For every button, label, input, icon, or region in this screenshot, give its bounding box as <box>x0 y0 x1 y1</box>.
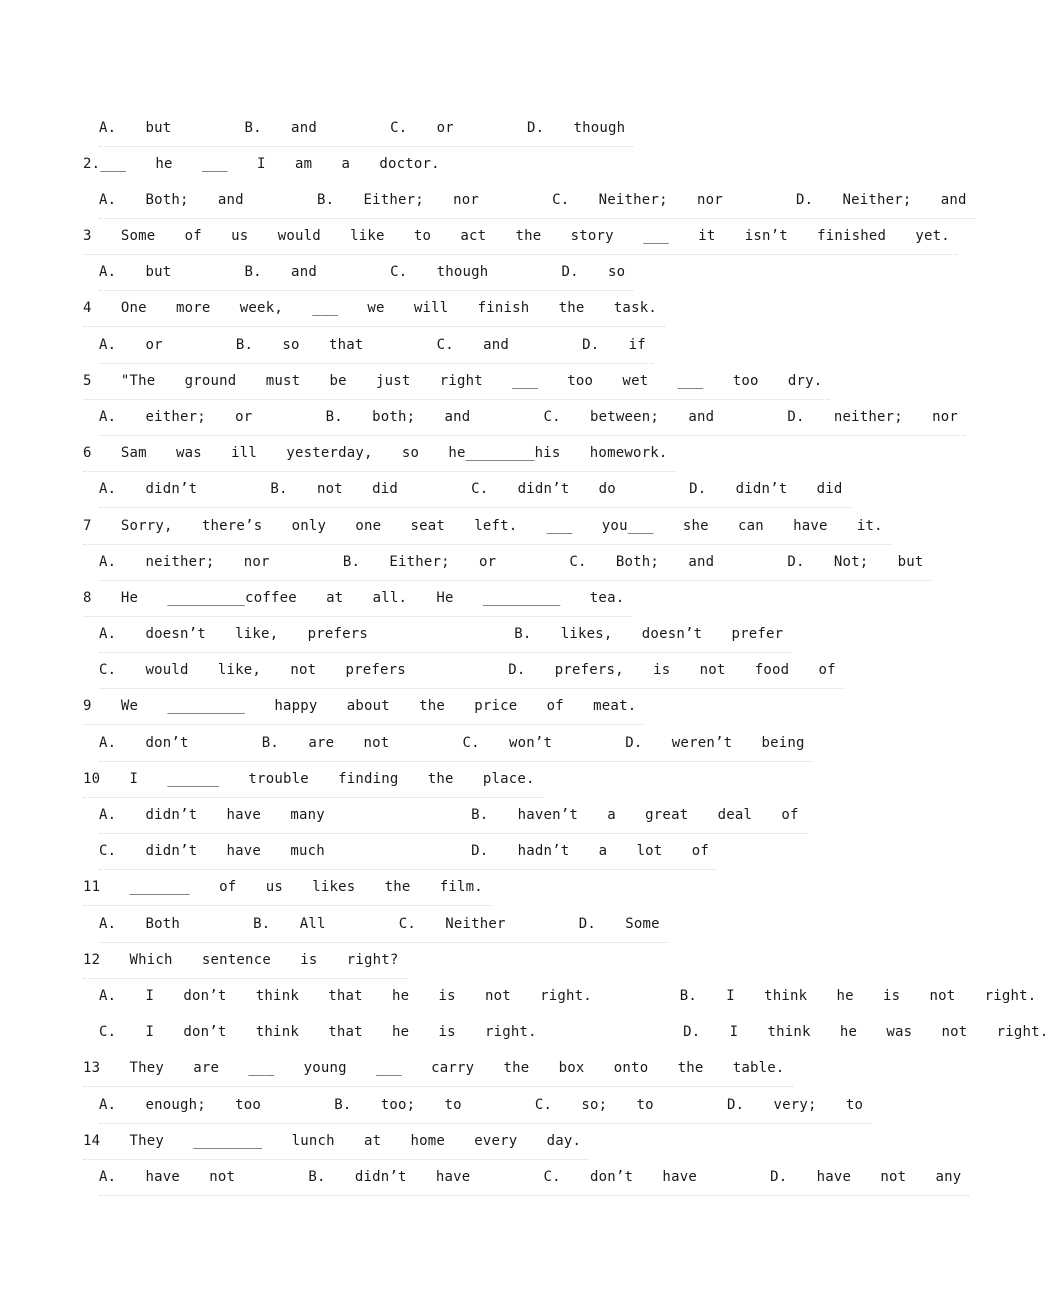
options-line: A. but B. and C. or D. though <box>99 110 633 147</box>
options-line: A. or B. so that C. and D. if <box>99 327 654 364</box>
options-line: A. enough; too B. too; to C. so; to D. very; to <box>99 1087 871 1124</box>
question-line: 11 _______ of us likes the film. <box>83 869 491 906</box>
question-line: 6 Sam was ill yesterday, so he________his homework. <box>83 435 675 472</box>
options-line: A. neither; nor B. Either; or C. Both; and D. Not; but <box>99 544 932 581</box>
options-line: A. I don’t think that he is not right. B. I think he is not right. <box>99 988 1037 1004</box>
question-line: 12 Which sentence is right? <box>83 942 407 979</box>
question-line: 9 We _________ happy about the price of meat. <box>83 688 644 725</box>
options-line: A. but B. and C. though D. so <box>99 254 633 291</box>
question-line: 13 They are ___ young ___ carry the box onto the table. <box>83 1050 793 1087</box>
options-line: A. doesn’t like, prefers B. likes, doesn’t prefer <box>99 616 791 653</box>
question-line: 2.___ he ___ I am a doctor. <box>83 156 440 172</box>
question-line: 4 One more week, ___ we will finish the task. <box>83 290 665 327</box>
options-line: C. would like, not prefers D. prefers, is not food of <box>99 652 844 689</box>
options-line: A. didn’t have many B. haven’t a great deal of <box>99 797 807 834</box>
question-line: 14 They ________ lunch at home every day. <box>83 1123 589 1160</box>
question-line: 5 "The ground must be just right ___ too wet ___ too dry. <box>83 363 830 400</box>
question-line: 3 Some of us would like to act the story ___ it isn’t finished yet. <box>83 218 958 255</box>
options-line: A. don’t B. are not C. won’t D. weren’t being <box>99 725 813 762</box>
options-line: C. I don’t think that he is right. D. I think he was not right. <box>99 1024 1048 1040</box>
options-line: A. either; or B. both; and C. between; and D. neither; nor <box>99 399 966 436</box>
options-line: A. have not B. didn’t have C. don’t have D. have not any <box>99 1159 969 1196</box>
options-line: C. didn’t have much D. hadn’t a lot of <box>99 833 717 870</box>
options-line: A. Both B. All C. Neither D. Some <box>99 906 668 943</box>
options-line: A. didn’t B. not did C. didn’t do D. didn’t did <box>99 471 851 508</box>
question-line: 8 He _________coffee at all. He _________ tea. <box>83 580 632 617</box>
options-line: A. Both; and B. Either; nor C. Neither; nor D. Neither; and <box>99 182 975 219</box>
question-line: 10 I ______ trouble finding the place. <box>83 761 543 798</box>
question-line: 7 Sorry, there’s only one seat left. ___ you___ she can have it. <box>83 508 891 545</box>
